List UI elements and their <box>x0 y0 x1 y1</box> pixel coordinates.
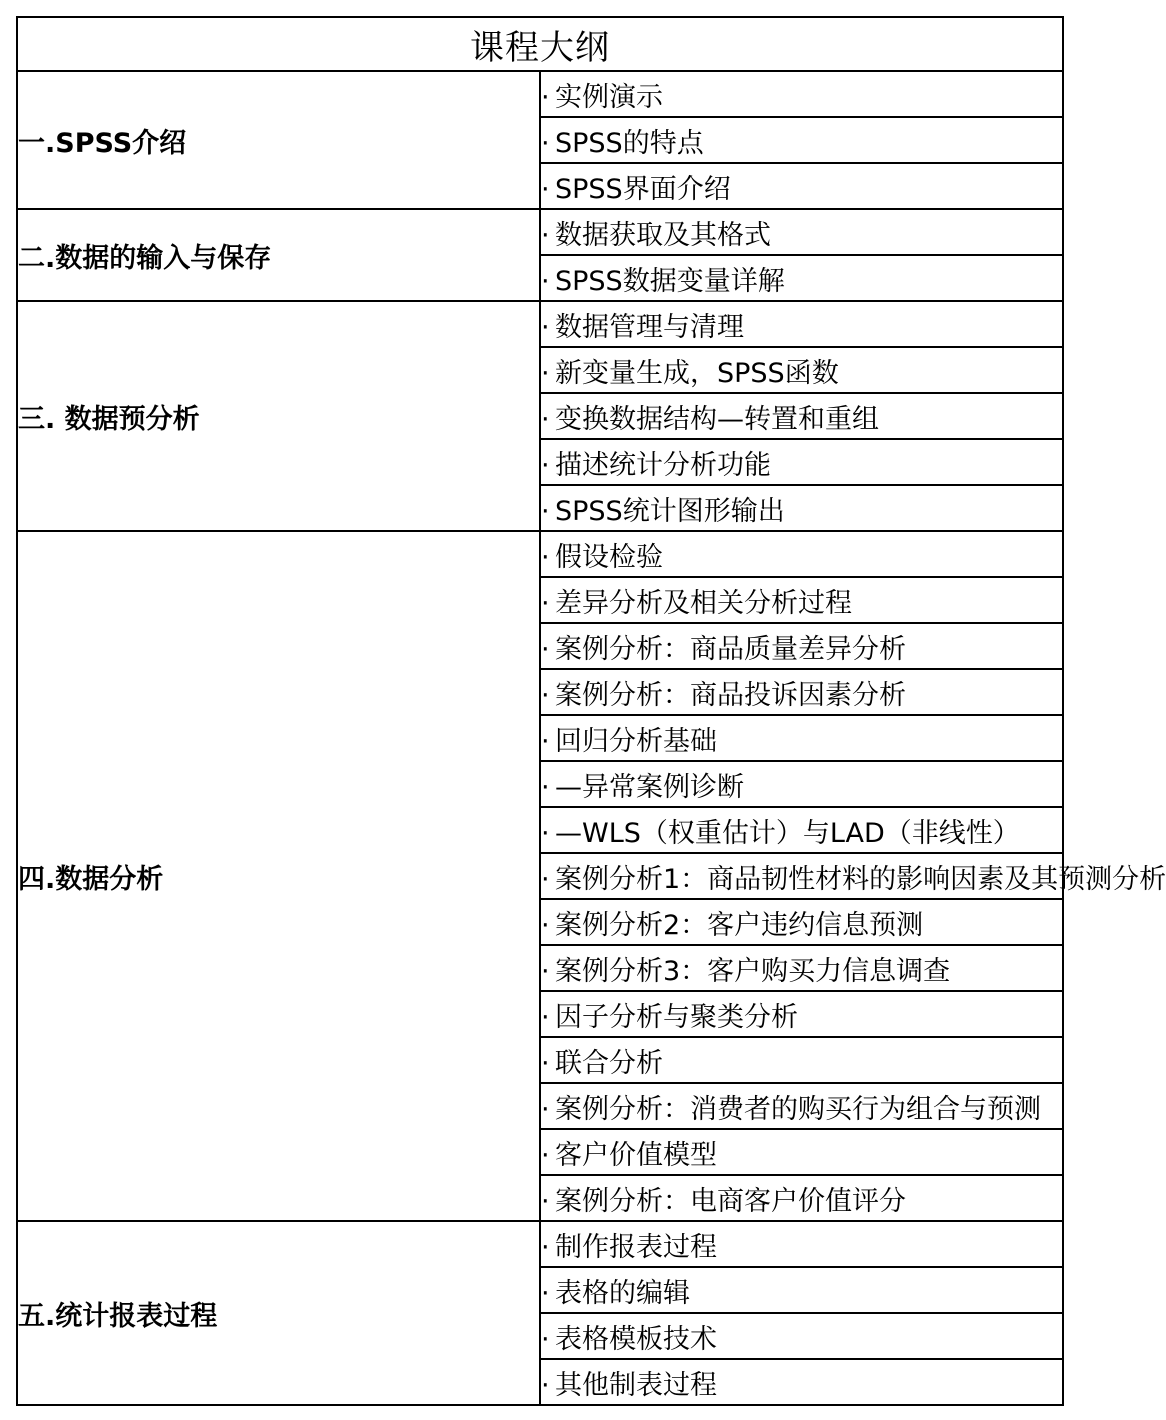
table-row <box>17 301 1063 347</box>
section-label: 四.数据分析 <box>17 531 540 1221</box>
outline-item <box>540 623 1063 669</box>
outline-item-text: 数据获取及其格式 <box>555 219 771 251</box>
bullet-dot: · <box>541 1047 550 1079</box>
bullet-dot: · <box>541 311 550 343</box>
bullet-dot: · <box>541 587 550 619</box>
outline-item <box>540 347 1063 393</box>
bullet-dot: · <box>541 1369 550 1401</box>
outline-item <box>540 1175 1063 1221</box>
outline-item-text: 差异分析及相关分析过程 <box>555 587 852 619</box>
outline-item <box>540 1221 1063 1267</box>
outline-item <box>540 255 1063 301</box>
outline-item-text: 因子分析与聚类分析 <box>555 1001 798 1033</box>
outline-item-text: 表格的编辑 <box>555 1277 690 1309</box>
bullet-dot: · <box>541 357 550 389</box>
section-label: 五.统计报表过程 <box>17 1221 540 1405</box>
outline-body <box>17 71 1166 1405</box>
outline-item-text: SPSS界面介绍 <box>555 173 731 205</box>
bullet-dot: · <box>541 127 550 159</box>
bullet-dot: · <box>541 725 550 757</box>
outline-item-text: 案例分析：商品投诉因素分析 <box>555 679 906 711</box>
outline-item-text: SPSS的特点 <box>555 127 704 159</box>
outline-item <box>540 853 1166 899</box>
bullet-dot: · <box>541 771 550 803</box>
outline-item-text: 数据管理与清理 <box>555 311 744 343</box>
outline-item-text: 案例分析：消费者的购买行为组合与预测 <box>555 1093 1041 1125</box>
outline-item-text: 表格模板技术 <box>555 1323 717 1355</box>
table-title: 课程大纲 <box>17 17 1063 71</box>
outline-item <box>540 393 1063 439</box>
bullet-dot: · <box>541 173 550 205</box>
outline-item <box>540 991 1063 1037</box>
outline-item <box>540 945 1063 991</box>
bullet-dot: · <box>541 541 550 573</box>
bullet-dot: · <box>541 1185 550 1217</box>
outline-item <box>540 209 1063 255</box>
course-outline-table <box>16 16 1166 1406</box>
outline-item-text: 回归分析基础 <box>555 725 717 757</box>
outline-item <box>540 439 1063 485</box>
outline-item <box>540 669 1063 715</box>
outline-item <box>540 71 1063 117</box>
section-label: 二.数据的输入与保存 <box>17 209 540 301</box>
outline-item-text: 描述统计分析功能 <box>555 449 771 481</box>
outline-item-text: 案例分析1：商品韧性材料的影响因素及其预测分析 <box>555 863 1166 895</box>
bullet-dot: · <box>541 403 550 435</box>
outline-item-text: 实例演示 <box>555 81 663 113</box>
outline-item <box>540 485 1063 531</box>
table-row <box>17 531 1063 577</box>
bullet-dot: · <box>541 955 550 987</box>
outline-item <box>540 577 1063 623</box>
bullet-dot: · <box>541 219 550 251</box>
bullet-dot: · <box>541 909 550 941</box>
bullet-dot: · <box>541 1139 550 1171</box>
outline-item <box>540 1083 1063 1129</box>
outline-item-text: —异常案例诊断 <box>555 771 744 803</box>
outline-item-text: 案例分析3：客户购买力信息调查 <box>555 955 951 987</box>
outline-item <box>540 163 1063 209</box>
bullet-dot: · <box>541 495 550 527</box>
outline-item <box>540 761 1063 807</box>
outline-item-text: SPSS数据变量详解 <box>555 265 785 297</box>
outline-item-text: 其他制表过程 <box>555 1369 717 1401</box>
outline-item-text: 制作报表过程 <box>555 1231 717 1263</box>
bullet-dot: · <box>541 265 550 297</box>
bullet-dot: · <box>541 817 550 849</box>
bullet-dot: · <box>541 1001 550 1033</box>
outline-item <box>540 1037 1063 1083</box>
outline-item-text: 新变量生成，SPSS函数 <box>555 357 839 389</box>
outline-item <box>540 117 1063 163</box>
table-row <box>17 1221 1063 1267</box>
outline-item <box>540 301 1063 347</box>
title-row <box>17 17 1063 71</box>
outline-item-text: SPSS统计图形输出 <box>555 495 785 527</box>
table-row <box>17 71 1063 117</box>
outline-item-text: 变换数据结构—转置和重组 <box>555 403 879 435</box>
outline-item-text: —WLS（权重估计）与LAD（非线性） <box>555 817 1020 849</box>
table-row <box>17 209 1063 255</box>
outline-item <box>540 531 1063 577</box>
outline-item <box>540 807 1063 853</box>
outline-item <box>540 1267 1063 1313</box>
outline-item-text: 案例分析2：客户违约信息预测 <box>555 909 924 941</box>
bullet-dot: · <box>541 1231 550 1263</box>
bullet-dot: · <box>541 1093 550 1125</box>
outline-item <box>540 899 1063 945</box>
bullet-dot: · <box>541 1277 550 1309</box>
section-label: 三. 数据预分析 <box>17 301 540 531</box>
outline-item-text: 案例分析：商品质量差异分析 <box>555 633 906 665</box>
outline-item <box>540 1313 1063 1359</box>
bullet-dot: · <box>541 679 550 711</box>
outline-item <box>540 1359 1063 1405</box>
outline-item-text: 客户价值模型 <box>555 1139 717 1171</box>
outline-item-text: 假设检验 <box>555 541 663 573</box>
section-label: 一.SPSS介绍 <box>17 71 540 209</box>
bullet-dot: · <box>541 1323 550 1355</box>
bullet-dot: · <box>541 449 550 481</box>
bullet-dot: · <box>541 81 550 113</box>
outline-item <box>540 715 1063 761</box>
bullet-dot: · <box>541 863 550 895</box>
outline-item-text: 联合分析 <box>555 1047 663 1079</box>
outline-item <box>540 1129 1063 1175</box>
outline-item-text: 案例分析：电商客户价值评分 <box>555 1185 906 1217</box>
bullet-dot: · <box>541 633 550 665</box>
